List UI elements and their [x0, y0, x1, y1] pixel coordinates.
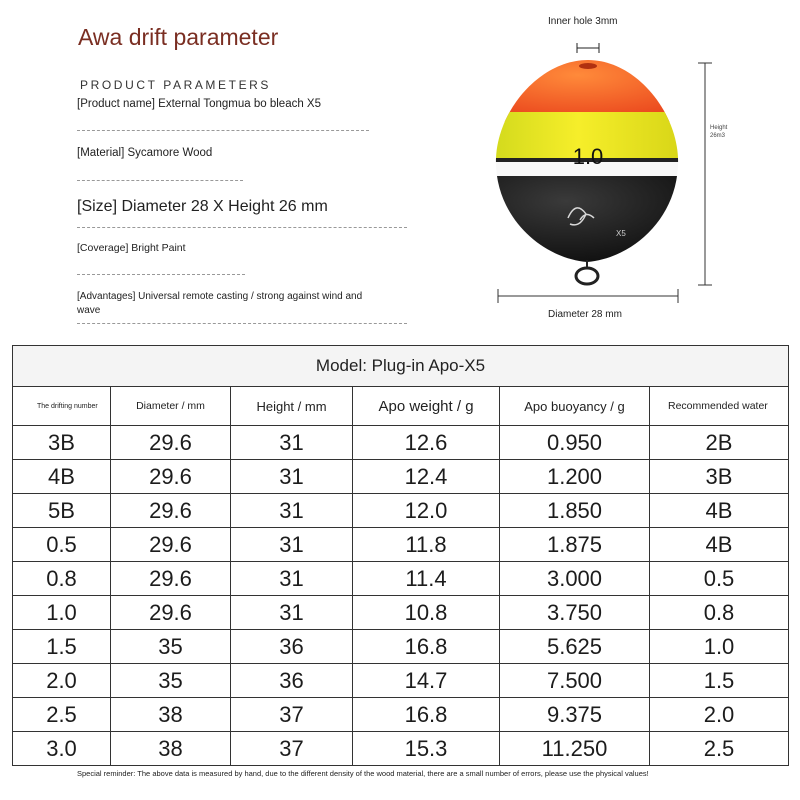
special-reminder-note: Special reminder: The above data is measured by hand, due to the different density of the wood material, there are a small number of errors, please use the physical values! [77, 769, 649, 778]
table-row [13, 596, 789, 630]
cell-apo-buoyancy: 0.950 [500, 426, 650, 460]
param-size: [Size] Diameter 28 X Height 26 mm [77, 198, 328, 215]
page-title: Awa drift parameter [78, 24, 279, 50]
cell-height: 31 [231, 528, 353, 562]
cell-recommended-water: 2B [650, 426, 789, 460]
cell-height: 36 [231, 630, 353, 664]
cell-height: 31 [231, 494, 353, 528]
table-header-row [13, 387, 789, 426]
cell-apo-weight: 10.8 [353, 596, 500, 630]
col-header-height: Height / mm [231, 387, 353, 426]
cell-apo-buoyancy: 1.850 [500, 494, 650, 528]
cell-apo-buoyancy: 3.000 [500, 562, 650, 596]
col-header-apo-buoyancy: Apo buoyancy / g [500, 387, 650, 426]
table-row [13, 698, 789, 732]
cell-drifting-number: 2.0 [13, 664, 111, 698]
param-product-name: [Product name] External Tongmua bo bleach X5 [77, 98, 321, 110]
cell-drifting-number: 5B [13, 494, 111, 528]
cell-apo-buoyancy: 3.750 [500, 596, 650, 630]
cell-diameter: 29.6 [111, 460, 231, 494]
table-row [13, 630, 789, 664]
inner-hole-label: Inner hole 3mm [548, 16, 618, 27]
param-coverage: [Coverage] Bright Paint [77, 242, 186, 254]
cell-apo-weight: 15.3 [353, 732, 500, 766]
cell-drifting-number: 3B [13, 426, 111, 460]
param-advantages: [Advantages] Universal remote casting / strong against wind and wave [77, 291, 363, 316]
cell-recommended-water: 2.0 [650, 698, 789, 732]
table-model-title: Model: Plug-in Apo-X5 [13, 346, 789, 387]
table-row [13, 426, 789, 460]
cell-height: 31 [231, 426, 353, 460]
table-row [13, 562, 789, 596]
diameter-dimension [498, 289, 678, 303]
cell-recommended-water: 4B [650, 528, 789, 562]
cell-apo-weight: 11.4 [353, 562, 500, 596]
cell-height: 31 [231, 460, 353, 494]
cell-drifting-number: 0.5 [13, 528, 111, 562]
cell-drifting-number: 1.0 [13, 596, 111, 630]
cell-apo-weight: 12.6 [353, 426, 500, 460]
cell-drifting-number: 3.0 [13, 732, 111, 766]
parameter-table [12, 345, 788, 766]
dashed-divider [77, 180, 243, 181]
col-header-drifting-number: The drifting number [13, 387, 111, 426]
param-material: [Material] Sycamore Wood [77, 147, 213, 159]
cell-height: 36 [231, 664, 353, 698]
cell-apo-weight: 11.8 [353, 528, 500, 562]
cell-diameter: 29.6 [111, 596, 231, 630]
cell-apo-weight: 16.8 [353, 630, 500, 664]
cell-recommended-water: 1.5 [650, 664, 789, 698]
cell-diameter: 29.6 [111, 562, 231, 596]
dashed-divider [77, 130, 369, 131]
cell-drifting-number: 1.5 [13, 630, 111, 664]
col-header-recommended-water: Recommended water [650, 387, 789, 426]
cell-apo-weight: 12.0 [353, 494, 500, 528]
diameter-label: Diameter 28 mm [548, 309, 622, 320]
table-row [13, 494, 789, 528]
cell-recommended-water: 1.0 [650, 630, 789, 664]
float-number: 1.0 [572, 144, 604, 169]
cell-apo-buoyancy: 1.200 [500, 460, 650, 494]
cell-drifting-number: 0.8 [13, 562, 111, 596]
cell-drifting-number: 2.5 [13, 698, 111, 732]
height-label-line2: 26m3 [710, 133, 726, 139]
cell-apo-buoyancy: 1.875 [500, 528, 650, 562]
cell-apo-weight: 16.8 [353, 698, 500, 732]
col-header-apo-weight: Apo weight / g [353, 387, 500, 426]
height-label [710, 124, 727, 140]
cell-diameter: 29.6 [111, 528, 231, 562]
cell-height: 31 [231, 596, 353, 630]
brand-mark: X5 [616, 229, 626, 238]
cell-drifting-number: 4B [13, 460, 111, 494]
cell-diameter: 38 [111, 698, 231, 732]
cell-height: 31 [231, 562, 353, 596]
eyelet-icon [576, 260, 598, 284]
cell-height: 37 [231, 732, 353, 766]
cell-apo-buoyancy: 7.500 [500, 664, 650, 698]
section-subtitle: PRODUCT PARAMETERS [80, 78, 272, 92]
col-header-diameter: Diameter / mm [111, 387, 231, 426]
cell-apo-buoyancy: 5.625 [500, 630, 650, 664]
dashed-divider [77, 227, 407, 228]
cell-recommended-water: 2.5 [650, 732, 789, 766]
cell-diameter: 29.6 [111, 426, 231, 460]
cell-apo-weight: 12.4 [353, 460, 500, 494]
height-label-line1: Height [710, 125, 728, 131]
cell-apo-weight: 14.7 [353, 664, 500, 698]
table-row [13, 460, 789, 494]
cell-recommended-water: 0.5 [650, 562, 789, 596]
cell-diameter: 38 [111, 732, 231, 766]
table-row [13, 528, 789, 562]
cell-recommended-water: 3B [650, 460, 789, 494]
dashed-divider [77, 274, 245, 275]
cell-diameter: 35 [111, 664, 231, 698]
table-row [13, 732, 789, 766]
dashed-divider [77, 323, 407, 324]
cell-apo-buoyancy: 11.250 [500, 732, 650, 766]
cell-recommended-water: 4B [650, 494, 789, 528]
height-dimension [698, 63, 712, 285]
float-illustration [470, 30, 730, 330]
cell-apo-buoyancy: 9.375 [500, 698, 650, 732]
cell-diameter: 35 [111, 630, 231, 664]
cell-height: 37 [231, 698, 353, 732]
cell-diameter: 29.6 [111, 494, 231, 528]
table-row [13, 664, 789, 698]
inner-hole-dimension [577, 43, 599, 53]
cell-recommended-water: 0.8 [650, 596, 789, 630]
top-hole [579, 63, 597, 69]
